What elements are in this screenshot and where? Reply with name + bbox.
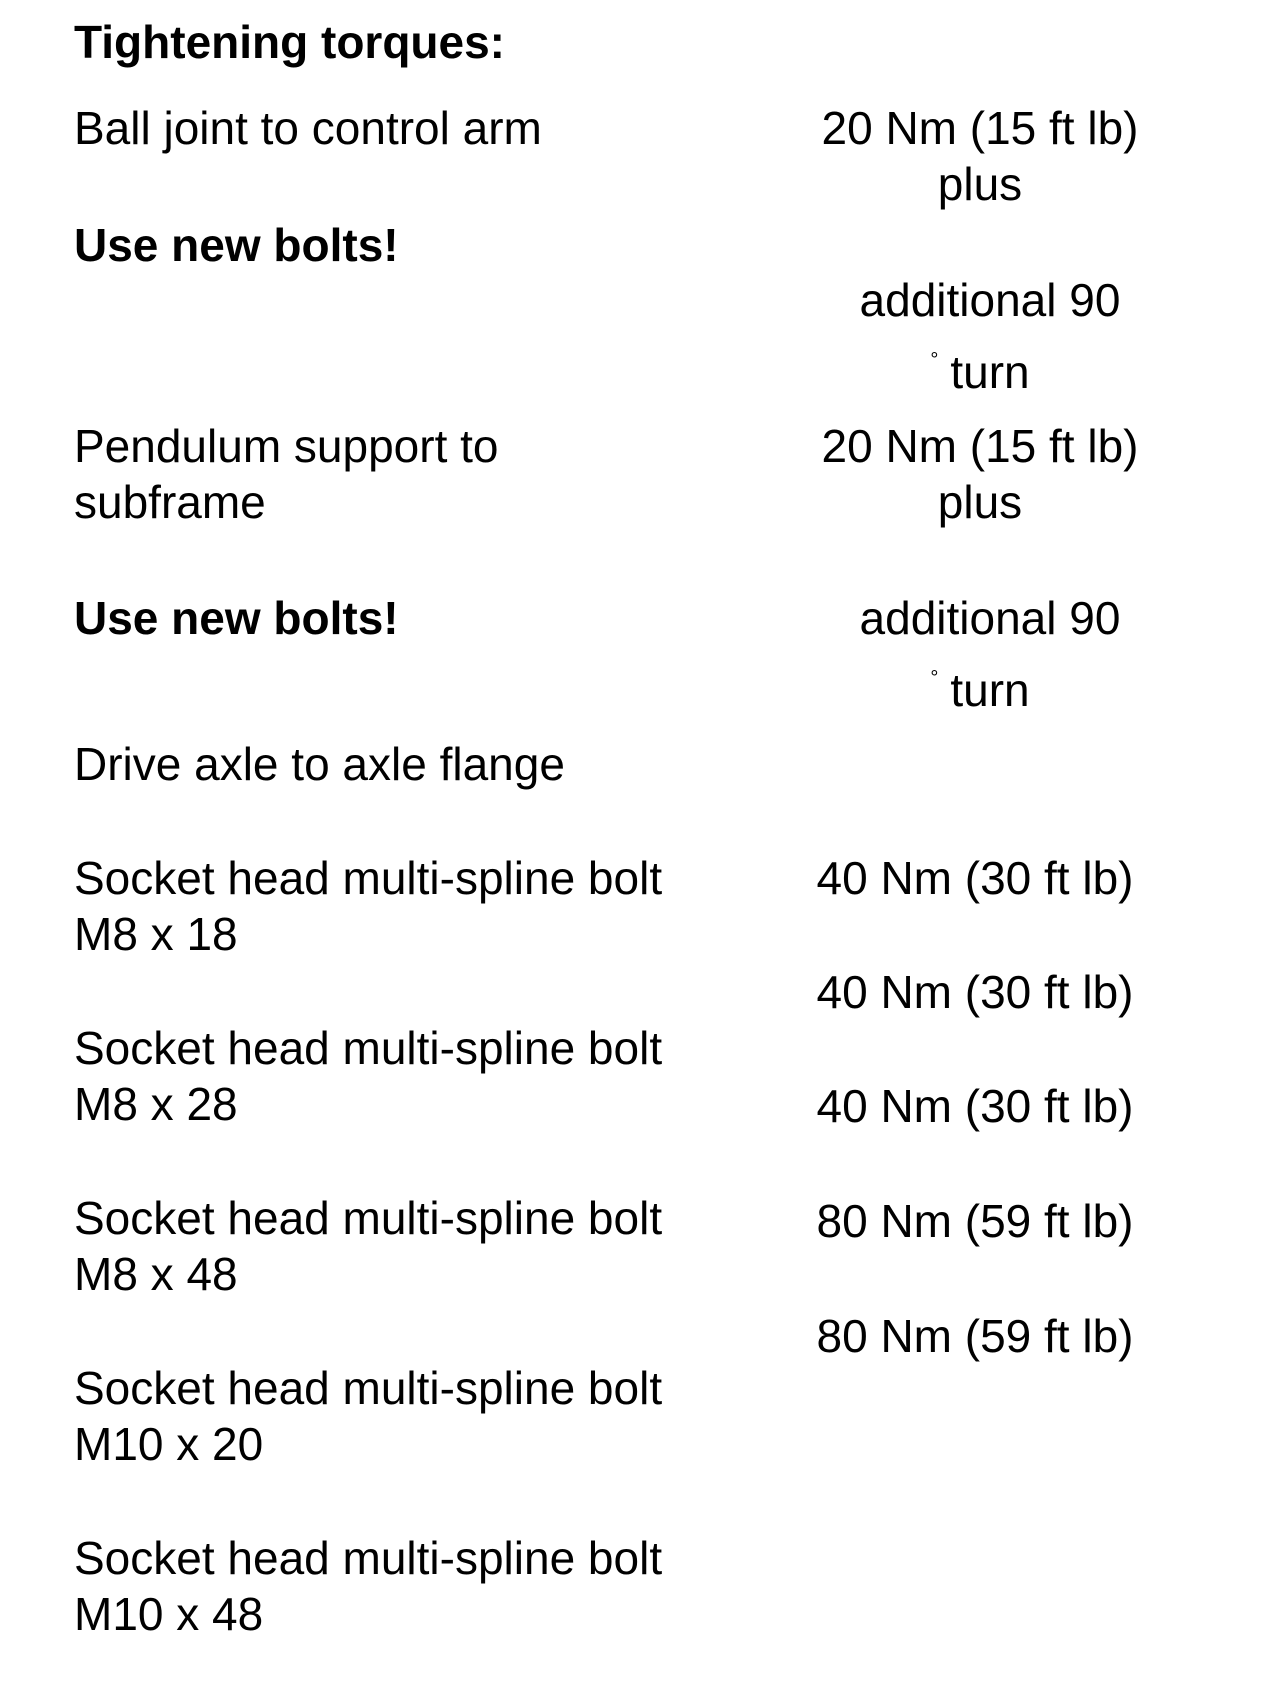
bolt-1-line2: M8 x 18	[74, 908, 238, 960]
page-title: Tightening torques:	[74, 16, 506, 68]
ball-joint-label: Ball joint to control arm	[74, 102, 542, 154]
degree-symbol: °	[930, 349, 939, 371]
bolt-2-line2: M8 x 28	[74, 1078, 238, 1130]
degree-symbol: °	[930, 667, 939, 689]
bolt-torque-2: 40 Nm (30 ft lb)	[816, 966, 1134, 1018]
pendulum-turn-line	[740, 650, 1220, 718]
bolt-3-line2: M8 x 48	[74, 1248, 238, 1300]
pendulum-additional: additional 90	[859, 592, 1121, 644]
bolt-5-line1: Socket head multi-spline bolt	[74, 1532, 663, 1584]
bolt-1-line1: Socket head multi-spline bolt	[74, 852, 663, 904]
drive-axle-label: Drive axle to axle flange	[74, 738, 565, 790]
bolt-torque-5: 80 Nm (59 ft lb)	[816, 1310, 1134, 1362]
pendulum-new-bolts-note: Use new bolts!	[74, 592, 399, 644]
bolt-torque-4: 80 Nm (59 ft lb)	[816, 1195, 1134, 1247]
bolt-4-line2: M10 x 20	[74, 1418, 264, 1470]
ball-joint-turn-line	[740, 332, 1220, 400]
bolt-3-line1: Socket head multi-spline bolt	[74, 1192, 663, 1244]
pendulum-plus: plus	[937, 476, 1023, 528]
pendulum-turn: turn	[950, 664, 1030, 716]
pendulum-label-line2: subframe	[74, 476, 266, 528]
pendulum-label-line1: Pendulum support to	[74, 420, 499, 472]
bolt-2-line1: Socket head multi-spline bolt	[74, 1022, 663, 1074]
ball-joint-additional: additional 90	[859, 274, 1121, 326]
ball-joint-torque: 20 Nm (15 ft lb)	[821, 102, 1139, 154]
pendulum-torque: 20 Nm (15 ft lb)	[821, 420, 1139, 472]
ball-joint-plus: plus	[937, 158, 1023, 210]
bolt-torque-3: 40 Nm (30 ft lb)	[816, 1080, 1134, 1132]
ball-joint-turn: turn	[950, 346, 1030, 398]
bolt-torque-1: 40 Nm (30 ft lb)	[816, 852, 1134, 904]
ball-joint-new-bolts-note: Use new bolts!	[74, 219, 399, 271]
bolt-4-line1: Socket head multi-spline bolt	[74, 1362, 663, 1414]
bolt-5-line2: M10 x 48	[74, 1588, 264, 1640]
